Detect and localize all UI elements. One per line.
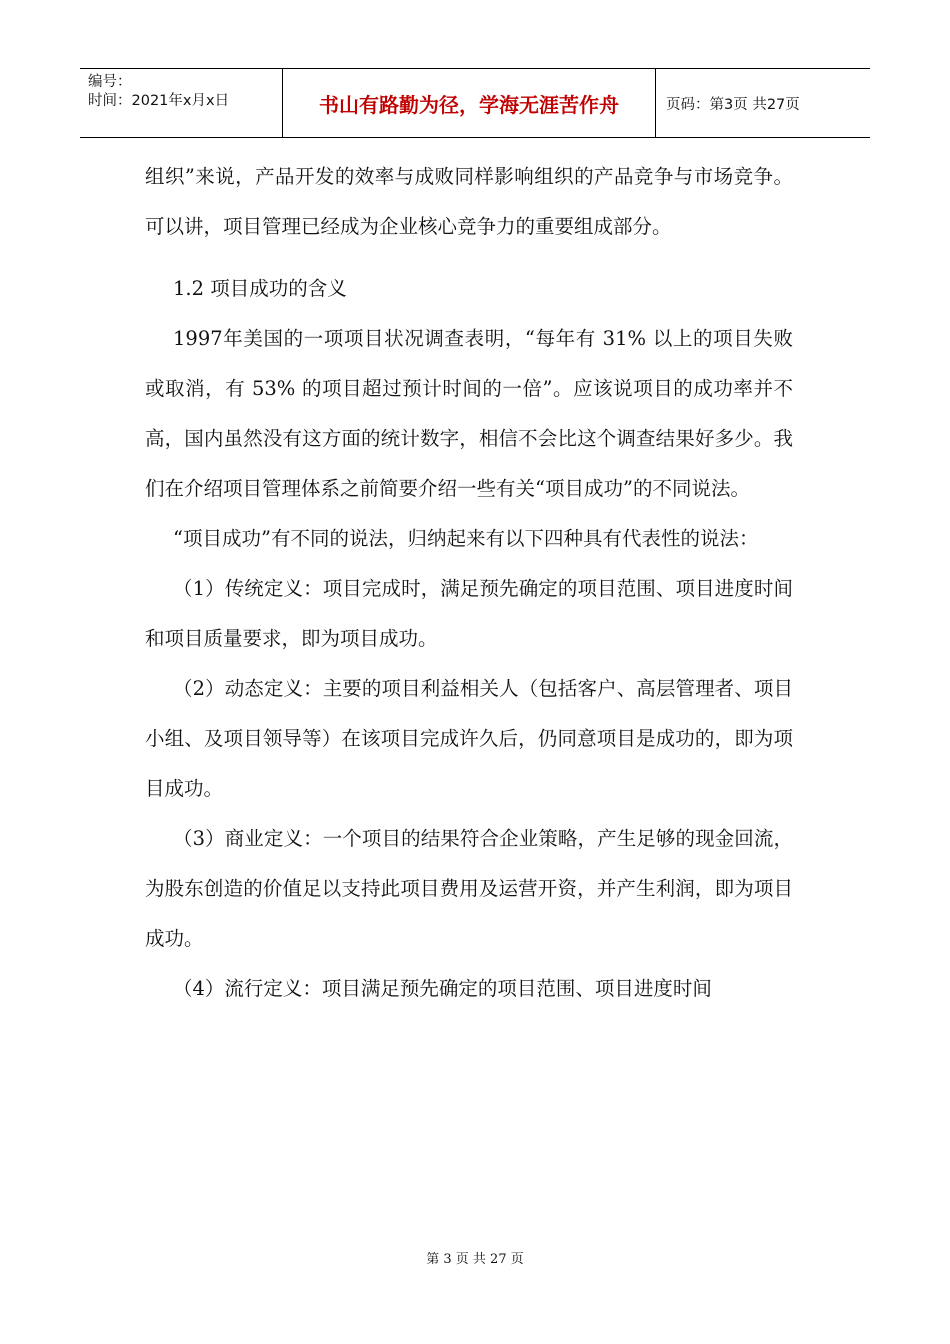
definition-1: （1）传统定义：项目完成时，满足预先确定的项目范围、项目进度时间和项目质量要求，即为项目成功。 (145, 577, 793, 650)
section-title: 1.2 项目成功的含义 (173, 277, 347, 300)
header-motto: 书山有路勤为径，学海无涯苦作舟 (282, 69, 656, 137)
paragraph-1: 组织”来说，产品开发的效率与成败同样影响组织的产品竞争与市场竞争。可以讲，项目管理已经成为企业核心竞争力的重要组成部分。 (145, 165, 793, 238)
document-body (145, 152, 793, 1014)
paragraph-2: 1997年美国的一项项目状况调查表明，“每年有 31% 以上的项目失败或取消，有 53% 的项目超过预计时间的一倍”。应该说项目的成功率并不高，国内虽然没有这方面的统计数字，相信不会比这个调查结果好多少。我们在介绍项目管理体系之前简要介绍一些有关“项目成功”的不同说法。 (145, 327, 793, 500)
page-footer: 第 3 页 共 27 页 (426, 1252, 524, 1267)
header-meta (80, 69, 282, 137)
definition-2: （2）动态定义：主要的项目利益相关人（包括客户、高层管理者、项目小组、及项目领导等）在该项目完成许久后，仍同意项目是成功的，即为项目成功。 (145, 677, 793, 800)
definition-4: （4）流行定义：项目满足预先确定的项目范围、项目进度时间 (173, 977, 712, 1000)
time-label: 时间：2021年x月x日 (88, 93, 230, 109)
paragraph-3: “项目成功”有不同的说法，归纳起来有以下四种具有代表性的说法： (173, 527, 759, 550)
definition-3: （3）商业定义：一个项目的结果符合企业策略，产生足够的现金回流，为股东创造的价值足以支持此项目费用及运营开资，并产生利润，即为项目成功。 (145, 827, 793, 950)
header-page-label: 页码：第3页 共27页 (666, 96, 800, 113)
code-label: 编号： (88, 74, 132, 90)
page-header (80, 68, 870, 138)
